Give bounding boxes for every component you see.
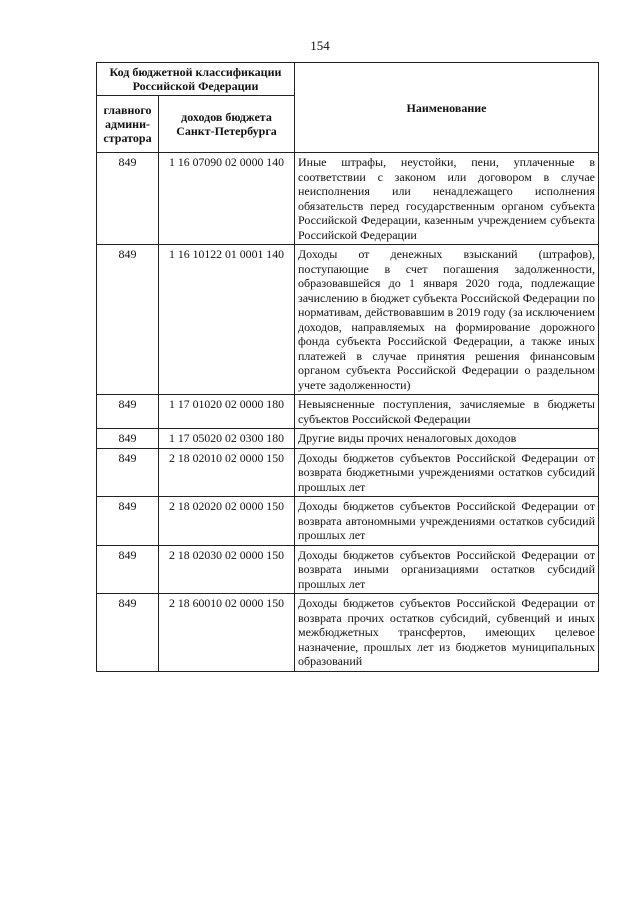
- header-classification-group: Код бюджетной классификации Российской Федерации: [97, 63, 295, 96]
- table-row: [97, 429, 599, 449]
- revenue-name-cell: Доходы бюджетов субъектов Российской Федерации от возврата бюджетными учреждениями остатков субсидий прошлых лет: [295, 448, 599, 497]
- header-name-column: Наименование: [295, 63, 599, 153]
- revenue-code-cell: 2 18 02010 02 0000 150: [159, 448, 295, 497]
- table-header-row: [97, 63, 599, 96]
- table-row: [97, 594, 599, 672]
- table-row: [97, 245, 599, 395]
- revenue-code-cell: 1 16 07090 02 0000 140: [159, 153, 295, 245]
- revenue-name-cell: Доходы бюджетов субъектов Российской Федерации от возврата автономными учреждениями остатков субсидий прошлых лет: [295, 497, 599, 546]
- revenue-code-cell: 1 17 01020 02 0000 180: [159, 395, 295, 429]
- revenue-code-cell: 2 18 02030 02 0000 150: [159, 545, 295, 594]
- table-row: [97, 545, 599, 594]
- revenue-name-cell: Доходы бюджетов субъектов Российской Федерации от возврата иными организациями остатков субсидий прошлых лет: [295, 545, 599, 594]
- header-revenue-column: доходов бюджета Санкт-Петербурга: [159, 96, 295, 153]
- revenue-code-cell: 2 18 02020 02 0000 150: [159, 497, 295, 546]
- table-row: [97, 448, 599, 497]
- admin-code-cell: 849: [97, 545, 159, 594]
- revenue-name-cell: Другие виды прочих неналоговых доходов: [295, 429, 599, 449]
- admin-code-cell: 849: [97, 395, 159, 429]
- revenue-name-cell: Невыясненные поступления, зачисляемые в бюджеты субъектов Российской Федерации: [295, 395, 599, 429]
- admin-code-cell: 849: [97, 429, 159, 449]
- admin-code-cell: 849: [97, 153, 159, 245]
- table-row: [97, 497, 599, 546]
- admin-code-cell: 849: [97, 594, 159, 672]
- header-admin-column: главного админи-стратора: [97, 96, 159, 153]
- admin-code-cell: 849: [97, 497, 159, 546]
- revenue-name-cell: Доходы бюджетов субъектов Российской Федерации от возврата прочих остатков субсидий, субвенций и иных межбюджетных трансфертов, имеющих целевое назначение, прошлых лет из бюджетов муниципальных образований: [295, 594, 599, 672]
- revenue-code-cell: 1 16 10122 01 0001 140: [159, 245, 295, 395]
- table-row: [97, 395, 599, 429]
- revenue-name-cell: Доходы от денежных взысканий (штрафов), поступающие в счет погашения задолженности, образовавшейся до 1 января 2020 года, подлежащие зачислению в бюджет субъекта Российской Федерации по нормативам, действовавшим в 2019 году (за исключением доходов, направляемых на формирование дорожного фонда субъекта Российской Федерации, а также иных платежей в случае принятия решения финансовым органом субъекта Российской Федерации о раздельном учете задолженности): [295, 245, 599, 395]
- revenue-code-cell: 1 17 05020 02 0300 180: [159, 429, 295, 449]
- budget-classification-table: [96, 62, 599, 672]
- page-number: 154: [310, 38, 330, 53]
- revenue-name-cell: Иные штрафы, неустойки, пени, уплаченные в соответствии с законом или договором в случае неисполнения или ненадлежащего исполнения обязательств перед государственным органом субъекта Российской Федерации, казенным учреждением субъекта Российской Федерации: [295, 153, 599, 245]
- table-row: [97, 153, 599, 245]
- revenue-code-cell: 2 18 60010 02 0000 150: [159, 594, 295, 672]
- admin-code-cell: 849: [97, 245, 159, 395]
- admin-code-cell: 849: [97, 448, 159, 497]
